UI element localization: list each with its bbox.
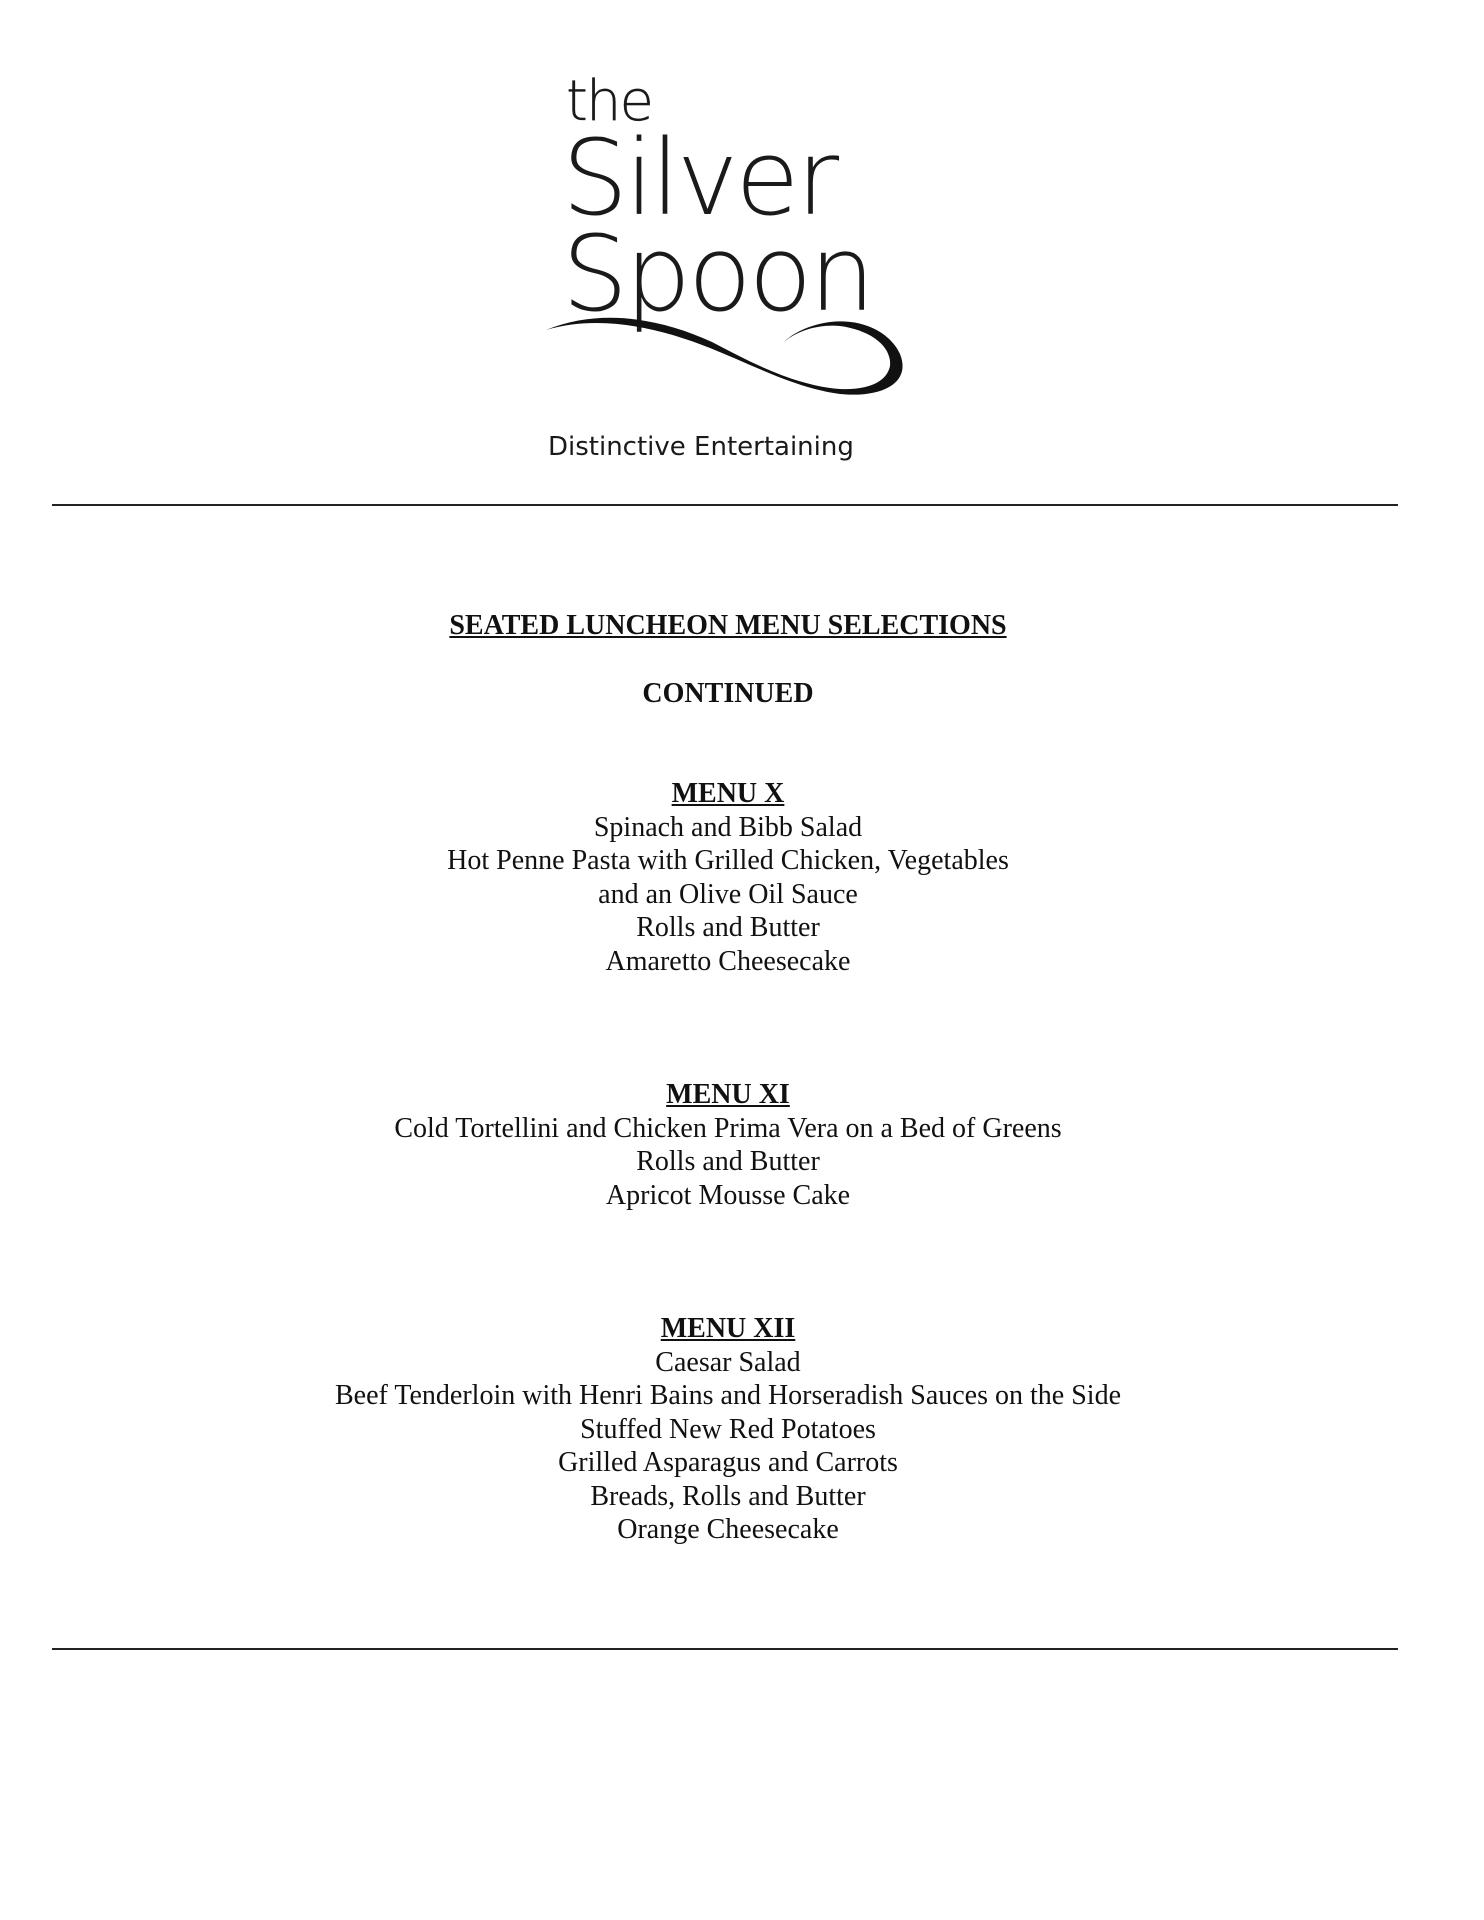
menu-item: Cold Tortellini and Chicken Prima Vera on a Bed of Greens: [394, 1112, 1062, 1144]
logo-word-spoon: Spoon: [562, 213, 873, 335]
menu-item: Spinach and Bibb Salad: [593, 811, 863, 843]
menu-item: Stuffed New Red Potatoes: [580, 1413, 876, 1445]
menu-item: Breads, Rolls and Butter: [590, 1480, 866, 1512]
logo-word-the: the: [566, 69, 652, 134]
menu-item: Hot Penne Pasta with Grilled Chicken, Vegetables: [447, 845, 1009, 876]
menu-item: Rolls and Butter: [636, 912, 820, 943]
menu-item: Apricot Mousse Cake: [605, 1179, 851, 1211]
menu-title: MENU XI: [666, 1079, 790, 1110]
page-subtitle: CONTINUED: [642, 678, 814, 709]
logo-tagline: Distinctive Entertaining: [548, 432, 854, 462]
menu-section-xii: [0, 1312, 1456, 1547]
menu-section-x: [0, 777, 1456, 978]
logo-word-silver: Silver: [562, 117, 837, 239]
menu-item: Orange Cheesecake: [617, 1514, 839, 1545]
menu-section-xi: [0, 1078, 1456, 1212]
menu-title: MENU X: [671, 778, 785, 809]
top-divider: [52, 504, 1398, 506]
menu-item: Amaretto Cheesecake: [605, 945, 851, 977]
menu-item: Grilled Asparagus and Carrots: [558, 1447, 898, 1478]
bottom-divider: [52, 1648, 1398, 1650]
spoon-swash-icon: [540, 92, 920, 412]
silver-spoon-logo: [540, 69, 920, 472]
menu-item: Beef Tenderloin with Henri Bains and Horseradish Sauces on the Side: [334, 1380, 1121, 1411]
menu-item: Rolls and Butter: [636, 1146, 820, 1177]
menu-item: Caesar Salad: [655, 1346, 801, 1378]
menu-item: and an Olive Oil Sauce: [598, 878, 858, 910]
menu-title: MENU XII: [660, 1313, 796, 1344]
page-title: SEATED LUNCHEON MENU SELECTIONS: [449, 610, 1007, 641]
